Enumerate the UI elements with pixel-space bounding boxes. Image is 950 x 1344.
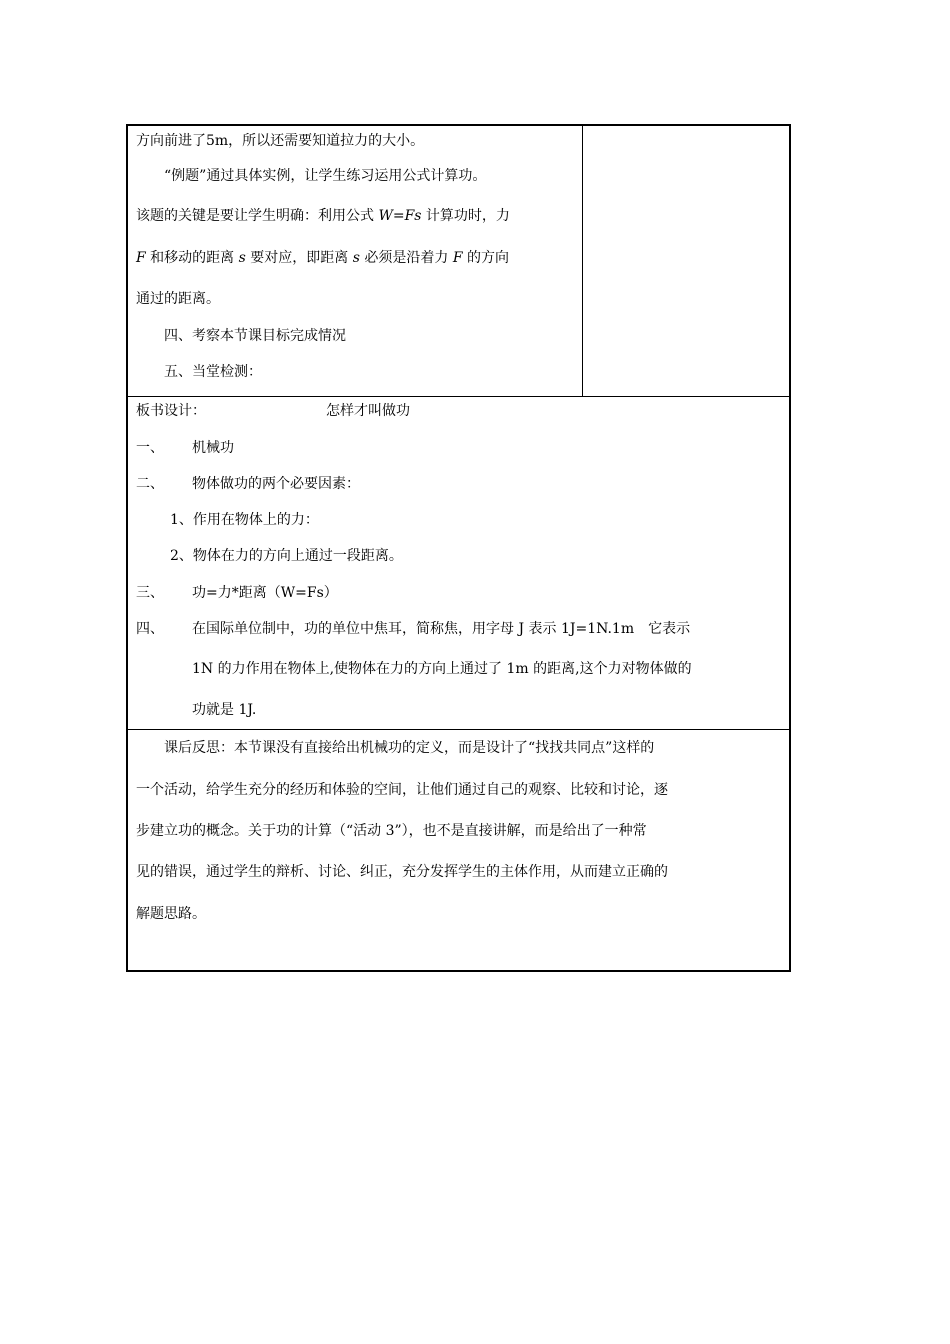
reflection-line-1: 课后反思：本节课没有直接给出机械功的定义，而是设计了“找找共同点”这样的 bbox=[164, 740, 655, 756]
board-item-8: 功就是 1J. bbox=[192, 702, 257, 718]
reflection-line-3: 步建立功的概念。关于功的计算（“活动 3”），也不是直接讲解，而是给出了一种常 bbox=[136, 823, 647, 839]
method-line-2: “例题”通过具体实例，让学生练习运用公式计算功。 bbox=[164, 168, 487, 184]
board-header bbox=[136, 401, 410, 421]
method-line-5: 通过的距离。 bbox=[136, 291, 220, 307]
method-line-4: F 和移动的距离 s 要对应，即距离 s 必须是沿着力 F 的方向 bbox=[136, 250, 509, 266]
board-item-7: 1N 的力作用在物体上,使物体在力的方向上通过了 1m 的距离,这个力对物体做的 bbox=[192, 661, 692, 677]
method-line-7: 五、当堂检测： bbox=[164, 364, 262, 380]
board-label: 板书设计： bbox=[136, 403, 206, 419]
row-divider-1 bbox=[128, 396, 789, 397]
board-title: 怎样才叫做功 bbox=[326, 403, 410, 419]
column-divider bbox=[582, 126, 583, 396]
board-item-6: 四、 在国际单位制中，功的单位中焦耳，简称焦，用字母 J 表示 1J=1N.1m 它表示 bbox=[136, 621, 691, 637]
method-line-6: 四、考察本节课目标完成情况 bbox=[164, 328, 346, 344]
board-item-1: 一、 机械功 bbox=[136, 440, 234, 456]
board-item-4: 2、物体在力的方向上通过一段距离。 bbox=[170, 548, 403, 564]
method-line-3: 该题的关键是要让学生明确：利用公式 W=Fs 计算功时，力 bbox=[136, 208, 510, 224]
reflection-line-4: 见的错误，通过学生的辩析、讨论、纠正，充分发挥学生的主体作用，从而建立正确的 bbox=[136, 864, 668, 880]
row-divider-2 bbox=[128, 729, 789, 730]
reflection-line-2: 一个活动，给学生充分的经历和体验的空间，让他们通过自己的观察、比较和讨论，逐 bbox=[136, 782, 668, 798]
method-line-1: 方向前进了5m，所以还需要知道拉力的大小。 bbox=[136, 133, 425, 149]
board-item-3: 1、作用在物体上的力： bbox=[170, 512, 319, 528]
board-item-5: 三、 功=力*距离（W=Fs） bbox=[136, 585, 338, 601]
board-item-2: 二、 物体做功的两个必要因素： bbox=[136, 476, 360, 492]
lesson-table bbox=[126, 124, 791, 972]
reflection-line-5: 解题思路。 bbox=[136, 906, 206, 922]
